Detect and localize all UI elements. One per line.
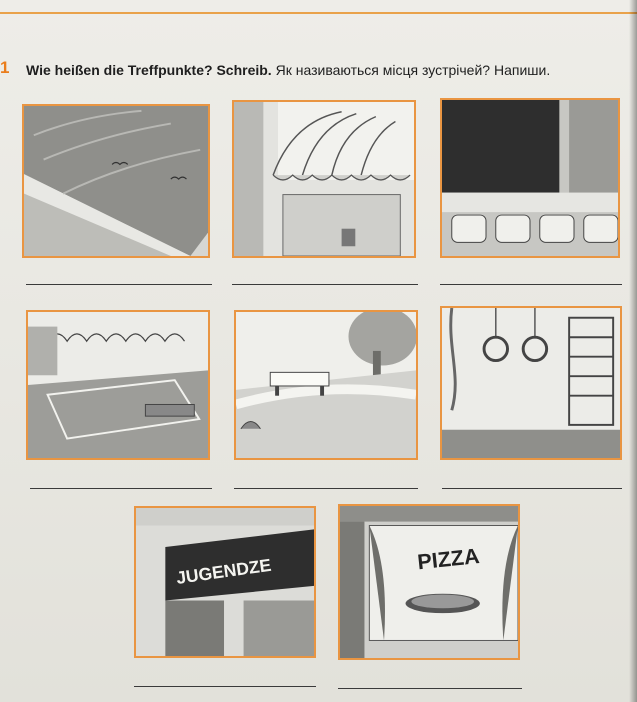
picture-pizzeria [338, 504, 520, 660]
page-edge-shadow [629, 0, 637, 702]
answer-line-2[interactable] [232, 284, 418, 285]
answer-line-7[interactable] [134, 686, 316, 687]
picture-beach [22, 104, 210, 258]
answer-line-4[interactable] [30, 488, 212, 489]
instruction-ukrainian: Як називаються місця зустрічей? Напиши. [275, 62, 551, 78]
picture-cafe [232, 100, 416, 258]
answer-line-1[interactable] [26, 284, 212, 285]
answer-line-5[interactable] [234, 488, 418, 489]
top-rule [0, 12, 637, 14]
answer-line-8[interactable] [338, 688, 522, 689]
picture-park [234, 310, 418, 460]
picture-sports-field [26, 310, 210, 460]
exercise-instruction [26, 62, 550, 78]
picture-gym [440, 306, 622, 460]
answer-line-6[interactable] [442, 488, 622, 489]
pizzeria-sign: PIZZA [416, 544, 481, 575]
picture-cinema [440, 98, 620, 258]
youth-centre-sign: JUGENDZE [174, 554, 273, 588]
instruction-german: Wie heißen die Treffpunkte? Schreib. [26, 62, 272, 78]
picture-youth-centre [134, 506, 316, 658]
answer-line-3[interactable] [440, 284, 622, 285]
exercise-number: 1 [0, 58, 10, 77]
